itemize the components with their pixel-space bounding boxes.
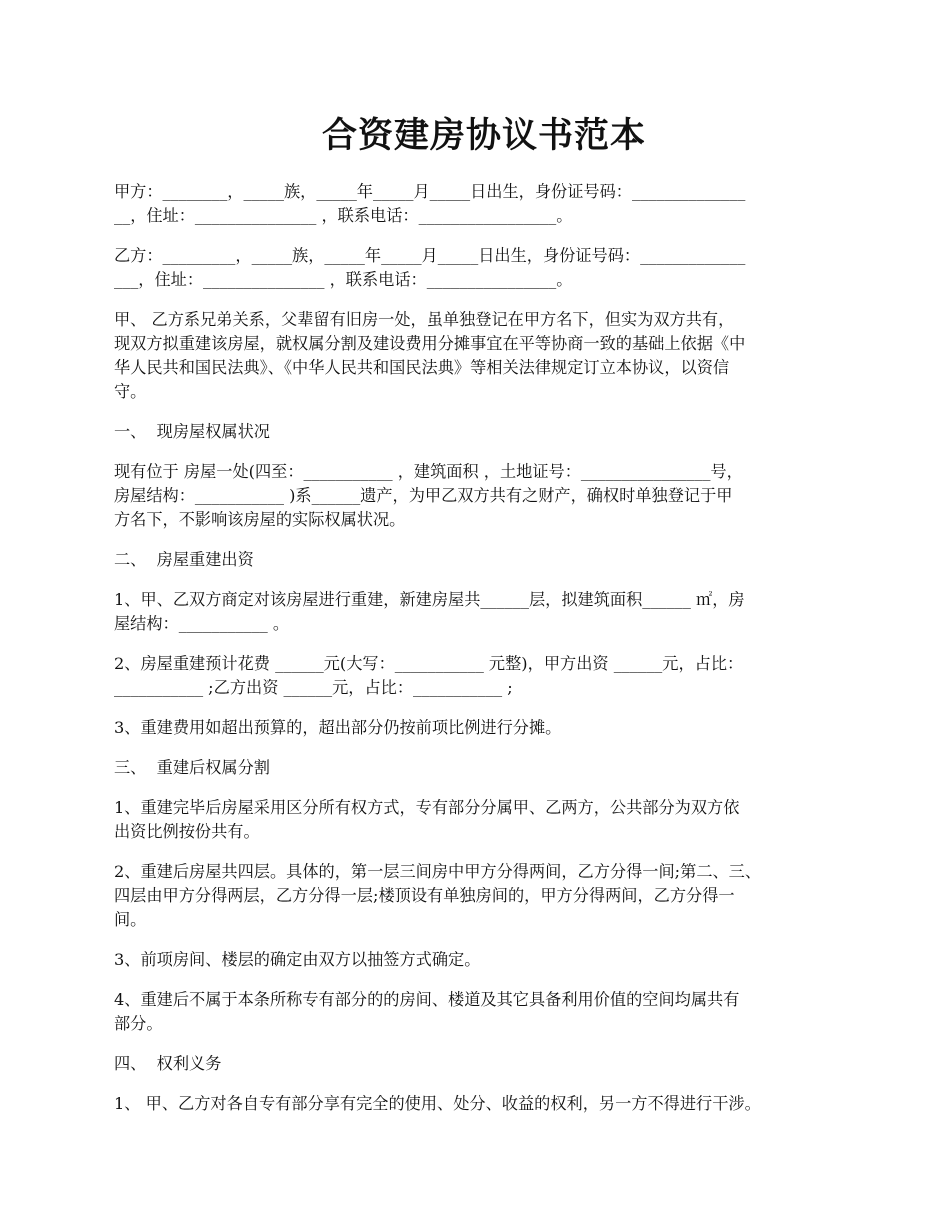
party-a-info: 甲方：________，_____族，_____年_____月_____日出生，身份证号码：______________ __，住址：_______________ ，联系电话：_________________。 [114,182,746,225]
section-3-paragraph-4: 4、重建后不属于本条所称专有部分的的房间、楼道及其它具备利用价值的空间均属共有 部分。 [114,990,740,1033]
document-page [114,112,854,1132]
section-2-paragraph-2: 2、房屋重建预计花费 ______元(大写：___________ 元整)，甲方出资 ______元，占比： ___________ ;乙方出资 ______元，占比：___________ ; [114,654,744,697]
section-3-paragraph-2: 2、重建后房屋共四层。具体的，第一层三间房中甲方分得两间，乙方分得一间;第二、三、 四层由甲方分得两层，乙方分得一层;楼顶设有单独房间的，甲方分得两间，乙方分得一 间。 [114,862,762,929]
section-2-paragraph-3: 3、重建费用如超出预算的，超出部分仍按前项比例进行分摊。 [114,718,562,737]
section-heading-1: 一、 现房屋权属状况 [114,422,270,441]
section-3-paragraph-1: 1、重建完毕后房屋采用区分所有权方式，专有部分分属甲、乙两方，公共部分为双方依 出资比例按份共有。 [114,798,740,841]
section-heading-4: 四、 权利义务 [114,1054,222,1073]
section-heading-3: 三、 重建后权属分割 [114,758,270,777]
section-1-paragraph: 现有位于 房屋一处(四至：___________ ，建筑面积 ，土地证号：________________号， 房屋结构：___________ )系______遗产，为甲乙双方共有之财产，确权时单独登记于甲 方名下，不影响该房屋的实际权属状况。 [114,462,743,529]
section-heading-2: 二、 房屋重建出资 [114,550,254,569]
preamble-paragraph: 甲、 乙方系兄弟关系，父辈留有旧房一处，虽单独登记在甲方名下，但实为双方共有， 现双方拟重建该房屋，就权属分割及建设费用分摊事宜在平等协商一致的基础上依据《中 华人民共和国民法典》、《中华人民共和国民法典》等相关法律规定订立本协议，以资信 守。 [114,310,746,401]
section-4-paragraph-1: 1、 甲、乙方对各自专有部分享有完全的使用、处分、收益的权利，另一方不得进行干涉。 [114,1094,761,1113]
party-b-info: 乙方：_________，_____族，_____年_____月_____日出生，身份证号码：_____________ ___，住址：_______________ ，联系电话：________________。 [114,246,746,289]
section-3-paragraph-3: 3、前项房间、楼层的确定由双方以抽签方式确定。 [114,950,481,969]
document-title: 合资建房协议书范本 [321,115,646,156]
section-2-paragraph-1: 1、甲、乙双方商定对该房屋进行重建，新建房屋共______层，拟建筑面积______ ㎡，房 屋结构：___________ 。 [114,590,745,633]
